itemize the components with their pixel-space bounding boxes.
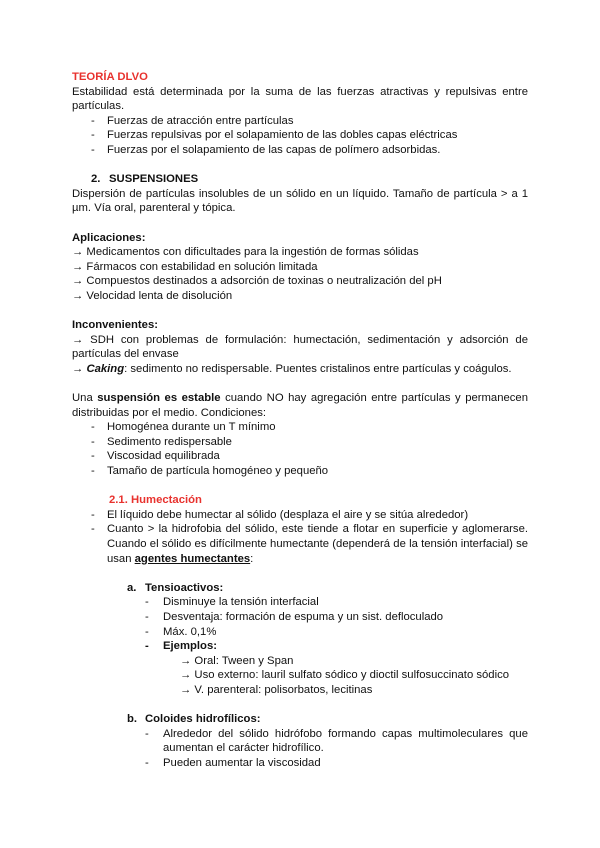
section-number: 2. xyxy=(91,173,101,186)
document-content xyxy=(72,70,528,771)
coloides-heading xyxy=(72,712,528,727)
caking-definition: : sedimento no redispersable. Puentes cristalinos entre partículas y coágulos. xyxy=(124,362,512,375)
list-item: - Viscosidad equilibrada xyxy=(72,449,528,464)
dlvo-intro: Estabilidad está determinada por la suma de las fuerzas atractivas y repulsivas entre partículas. xyxy=(72,85,528,113)
agentes-humectantes: agentes humectantes xyxy=(134,552,251,565)
section-title: Coloides hidrofílicos: xyxy=(145,713,261,726)
list-item: - Pueden aumentar la viscosidad xyxy=(72,756,528,771)
caking-term: Caking xyxy=(86,362,125,375)
list-item: → Velocidad lenta de disolución xyxy=(72,289,233,302)
suspensiones-heading xyxy=(72,172,528,187)
list-item: - Desventaja: formación de espuma y un sist. defloculado xyxy=(72,610,528,625)
section-letter: b. xyxy=(127,713,138,726)
list-item: → V. parenteral: polisorbatos, lecitinas xyxy=(180,683,373,696)
inconvenientes-title: Inconvenientes: xyxy=(72,319,159,332)
text-run: Cuanto > la hidrofobia del sólido, este tiende a flotar en superficie y aglomerarse. Cuando el sólido es difícilmente humectante (dependerá de la tensión interfacial) se usan xyxy=(107,523,528,565)
aplicaciones-title: Aplicaciones: xyxy=(72,231,146,244)
list-item: → Fármacos con estabilidad en solución limitada xyxy=(72,260,318,273)
list-item: - Disminuye la tensión interfacial xyxy=(72,595,528,610)
list-item: → Uso externo: lauril sulfato sódico y dioctil sulfosuccinato sódico xyxy=(180,669,510,682)
section-title: Tensioactivos: xyxy=(145,581,224,594)
list-item: → Compuestos destinados a adsorción de toxinas o neutralización del pH xyxy=(72,275,442,288)
list-item: - Fuerzas repulsivas por el solapamiento de las dobles capas eléctricas xyxy=(72,128,528,143)
list-item: - El líquido debe humectar al sólido (desplaza el aire y se sitúa alrededor) xyxy=(72,508,528,523)
tensioactivos-heading xyxy=(72,581,528,596)
section-title: SUSPENSIONES xyxy=(109,173,199,186)
text-run: cuando NO hay agregación entre partículas y permanecen distribuidas por el medio. Condiciones: xyxy=(72,392,528,419)
suspensiones-description: Dispersión de partículas insolubles de un sólido en un líquido. Tamaño de partícula > a 1 µm. Vía oral, parenteral y tópica. xyxy=(72,187,528,215)
list-item: - Alrededor del sólido hidrófobo formando capas multimoleculares que aumentan el carácter hidrofílico. xyxy=(72,727,528,756)
humectacion-title: 2.1. Humectación xyxy=(109,494,202,507)
dlvo-title: TEORÍA DLVO xyxy=(72,71,148,83)
text-run: : xyxy=(250,552,254,565)
list-item: - Fuerzas por el solapamiento de las capas de polímero adsorbidas. xyxy=(72,143,528,158)
list-item: - Fuerzas de atracción entre partículas xyxy=(72,114,528,129)
list-item: - Tamaño de partícula homogéneo y pequeño xyxy=(72,464,528,479)
estable-paragraph xyxy=(72,391,528,420)
list-item: - Homogénea durante un T mínimo xyxy=(72,420,528,435)
list-item xyxy=(72,362,528,377)
arrow: → xyxy=(72,362,87,375)
list-item: - Sedimento redispersable xyxy=(72,435,528,450)
section-letter: a. xyxy=(127,581,137,594)
list-item: → SDH con problemas de formulación: humectación, sedimentación y adsorción de partículas del envase xyxy=(72,333,528,361)
text-run: Una xyxy=(72,392,98,405)
list-item: → Medicamentos con dificultades para la ingestión de formas sólidas xyxy=(72,246,419,259)
list-item: - Máx. 0,1% xyxy=(72,625,528,640)
list-item: - Ejemplos: xyxy=(72,639,528,654)
list-item: → Oral: Tween y Span xyxy=(180,654,294,667)
list-item xyxy=(72,522,528,566)
estable-bold: suspensión es estable xyxy=(97,392,221,405)
